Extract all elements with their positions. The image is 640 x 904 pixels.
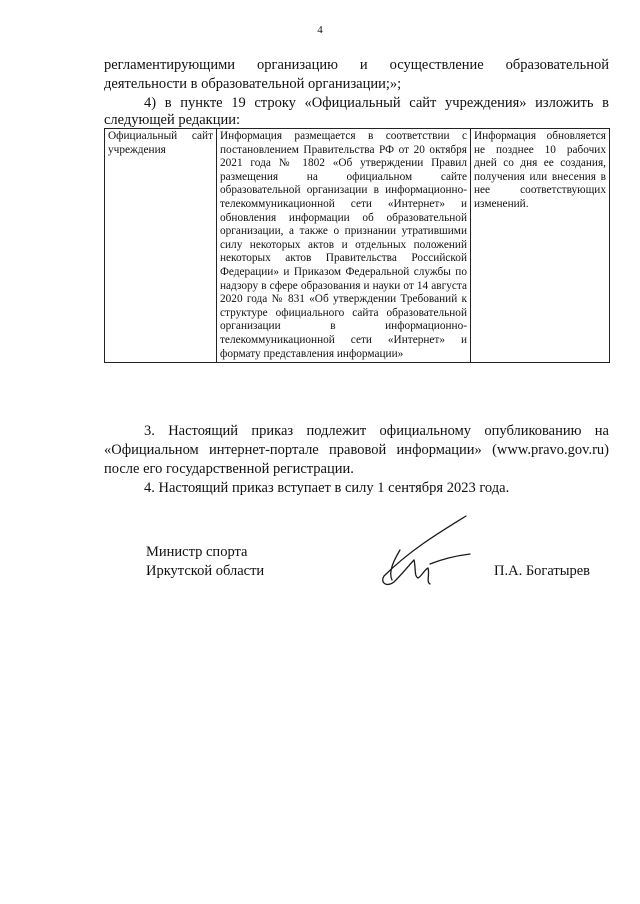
item-3-line1: 3. Настоящий приказ подлежит официальному опубликованию на	[144, 423, 609, 439]
signatory-position-line1: Министр спорта	[146, 544, 248, 560]
table-cell-update-period: Информация обновляется не позднее 10 рабочих дней со дня ее создания, получения или внесения в нее соответствующих изменений.	[471, 129, 610, 363]
item-3-line3: после его государственной регистрации.	[104, 461, 354, 477]
handwritten-signature	[370, 510, 500, 600]
item-4-effective-date: 4. Настоящий приказ вступает в силу 1 сентября 2023 года.	[144, 480, 510, 496]
item-4-line1: 4) в пункте 19 строку «Официальный сайт учреждения» изложить в	[144, 95, 609, 111]
paragraph-continuation-line1: регламентирующими организацию и осуществление образовательной	[104, 57, 609, 73]
item-4-line2: следующей редакции:	[104, 112, 241, 128]
table-cell-description: Информация размещается в соответствии с постановлением Правительства РФ от 20 октября 2021 года № 1802 «Об утверждении Правил размещения на официальном сайте образовательной организации в информационно-телекоммуникационной сети «Интернет» и обновления информации об образовательной организации, а также о признании утратившими силу некоторых актов и отдельных положений некоторых актов Правительства Российской Федерации» и Приказом Федеральной службы по надзору в сфере образования и науки от 14 августа 2020 года № 831 «Об утверждении Требований к структуре официального сайта образовательной организации в информационно-телекоммуникационной сети «Интернет» и формату представления информации»	[217, 129, 471, 363]
amendment-table	[104, 128, 610, 363]
page-number: 4	[317, 24, 323, 36]
table-row	[105, 129, 610, 363]
table-cell-item-name: Официальный сайт учреждения	[105, 129, 217, 363]
item-3-line2: «Официальном интернет-портале правовой информации» (www.pravo.gov.ru)	[104, 442, 609, 458]
paragraph-continuation-line2: деятельности в образовательной организации;»;	[104, 76, 402, 92]
signatory-position-line2: Иркутской области	[146, 563, 265, 579]
signatory-name: П.А. Богатырев	[494, 563, 591, 579]
